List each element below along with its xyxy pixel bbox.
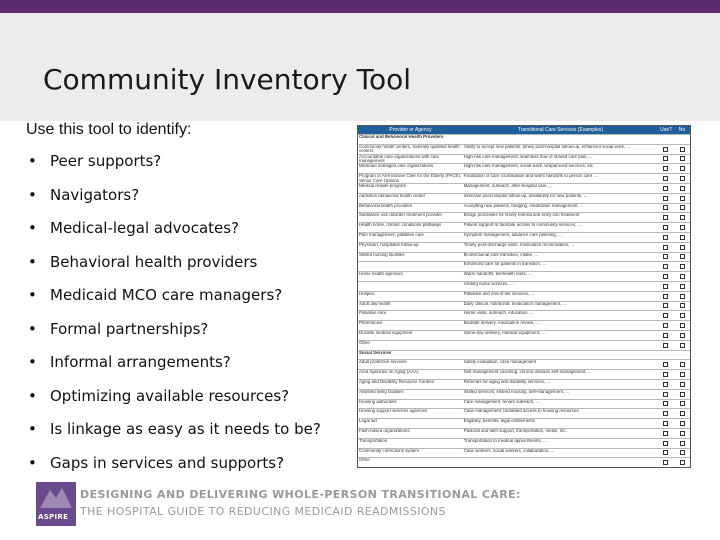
inventory-table xyxy=(357,125,691,468)
bullet-item xyxy=(28,353,348,387)
provider-cell xyxy=(358,282,463,291)
table-row xyxy=(358,281,690,291)
no-checkbox[interactable] xyxy=(680,264,685,269)
no-checkbox-cell xyxy=(673,458,690,467)
provider-cell: Pain management, palliative care xyxy=(359,232,424,237)
provider-cell: Housing support services agencies xyxy=(359,409,428,414)
bullet-text: Informal arrangements? xyxy=(50,353,231,371)
provider-cell: Faith-based organizations xyxy=(359,428,410,433)
no-checkbox-cell xyxy=(673,164,690,173)
no-checkbox-cell xyxy=(673,233,690,242)
use-checkbox[interactable] xyxy=(663,294,668,299)
top-accent-bar xyxy=(0,0,720,13)
services-cell: Safety evaluation, case management xyxy=(463,360,536,365)
services-cell: Eligibility, benefits, legal entitlements xyxy=(463,419,535,424)
table-row xyxy=(358,399,690,409)
use-checkbox-cell xyxy=(656,272,673,281)
bullet-text: Optimizing available resources? xyxy=(50,386,290,405)
use-checkbox[interactable] xyxy=(663,333,668,338)
use-checkbox-cell xyxy=(656,351,673,360)
bullet-item xyxy=(28,253,348,287)
table-row xyxy=(358,330,690,340)
no-checkbox[interactable] xyxy=(680,245,685,250)
services-cell: Accepting new patients, bridging, medication management, ... xyxy=(463,203,584,208)
services-cell: Referrals for aging and disability services, ... xyxy=(463,379,550,384)
no-checkbox[interactable] xyxy=(680,186,685,191)
services-cell: Enhanced care for patients in transition, ... xyxy=(463,262,546,267)
no-checkbox[interactable] xyxy=(680,460,685,465)
provider-cell: Medical respite program xyxy=(359,183,407,188)
bullet-dot: • xyxy=(28,152,37,170)
use-checkbox-cell xyxy=(656,145,673,154)
no-checkbox[interactable] xyxy=(680,401,685,406)
bullet-item xyxy=(28,320,348,354)
bullet-dot: • xyxy=(28,252,37,271)
use-checkbox[interactable] xyxy=(663,235,668,240)
use-checkbox[interactable] xyxy=(663,382,668,387)
bullet-text: Medicaid MCO care managers? xyxy=(50,286,283,304)
services-cell: Transportation to medical appointments, ... xyxy=(463,438,547,443)
table-row xyxy=(358,252,690,262)
bullet-text: Peer supports? xyxy=(50,152,162,170)
no-checkbox[interactable] xyxy=(680,450,685,455)
bullet-text: Behavioral health providers xyxy=(50,252,258,271)
use-checkbox-cell xyxy=(656,311,673,320)
no-checkbox[interactable] xyxy=(680,294,685,299)
use-checkbox-cell xyxy=(656,341,673,350)
use-checkbox-cell xyxy=(656,164,673,173)
no-checkbox-cell xyxy=(673,409,690,418)
slide-title: Community Inventory Tool xyxy=(43,63,411,96)
no-checkbox[interactable] xyxy=(680,284,685,289)
table-row xyxy=(358,408,690,418)
provider-cell: Housing authorities xyxy=(359,399,397,404)
use-checkbox-cell xyxy=(656,439,673,448)
no-checkbox[interactable] xyxy=(680,166,685,171)
no-checkbox-cell xyxy=(673,341,690,350)
services-cell xyxy=(463,341,657,350)
use-checkbox-cell xyxy=(656,223,673,232)
services-cell: Warm handoffs, telehealth visits, ... xyxy=(463,272,532,277)
use-checkbox[interactable] xyxy=(663,441,668,446)
bullet-item xyxy=(28,152,348,186)
use-checkbox[interactable] xyxy=(663,186,668,191)
use-checkbox-cell xyxy=(656,390,673,399)
title-band xyxy=(0,13,720,121)
bullet-text: Gaps in services and supports? xyxy=(50,453,285,472)
services-cell: Bedside delivery, medication review, ... xyxy=(463,321,540,326)
provider-cell: Program of All-Inclusive Care for the Elderly (PACE), Senior Care Options xyxy=(359,174,462,183)
table-row xyxy=(358,418,690,428)
no-checkbox-cell xyxy=(673,184,690,193)
bullet-item xyxy=(28,286,348,320)
footer xyxy=(36,482,521,526)
no-checkbox-cell xyxy=(673,272,690,281)
no-checkbox-cell xyxy=(673,145,690,154)
bullet-dot: • xyxy=(28,219,37,237)
no-checkbox-cell xyxy=(673,223,690,232)
no-checkbox-cell xyxy=(673,204,690,213)
bullet-dot: • xyxy=(28,319,37,338)
provider-cell: Substance use disorder treatment provider xyxy=(359,213,442,218)
column-header-no: No xyxy=(678,127,686,133)
no-checkbox[interactable] xyxy=(680,343,685,348)
provider-cell: Other xyxy=(359,458,370,463)
provider-cell: Skilled nursing facilities xyxy=(359,252,405,257)
provider-cell: Transportation xyxy=(359,438,388,443)
services-cell: Management, outreach, after-hospital care, ... xyxy=(463,183,553,188)
use-checkbox[interactable] xyxy=(663,372,668,377)
bullet-dot: • xyxy=(28,386,37,405)
use-checkbox-cell xyxy=(656,409,673,418)
services-cell: Case workers, social workers, collaboration, ... xyxy=(463,448,555,453)
no-checkbox[interactable] xyxy=(680,254,685,259)
provider-cell: Addiction behavioral health center xyxy=(359,193,426,198)
table-header xyxy=(358,126,690,134)
no-checkbox-cell xyxy=(673,380,690,389)
services-cell: Patient support to facilitate access to community services, ... xyxy=(463,223,582,228)
use-checkbox[interactable] xyxy=(663,313,668,318)
services-cell: High-risk care management, seamless flow of shared care plan, ... xyxy=(463,154,593,159)
use-checkbox[interactable] xyxy=(663,343,668,348)
no-checkbox[interactable] xyxy=(680,323,685,328)
services-cell: Bridge processes for timely referral and entry into treatment xyxy=(463,213,580,218)
no-checkbox[interactable] xyxy=(680,362,685,367)
provider-cell: Adult protective services xyxy=(359,360,407,365)
provider-cell: Aging and Disability Resource Centers xyxy=(359,379,435,384)
use-checkbox[interactable] xyxy=(663,264,668,269)
footer-line-2: THE HOSPITAL GUIDE TO REDUCING MEDICAID READMISSIONS xyxy=(80,505,446,518)
provider-cell: Clinical and Behavioral Health Providers xyxy=(359,135,444,139)
provider-cell: Health home, chronic conditions pathways xyxy=(359,223,442,228)
no-checkbox[interactable] xyxy=(680,303,685,308)
provider-cell: Social Services xyxy=(359,350,392,355)
use-checkbox-cell xyxy=(656,204,673,213)
column-header-use: Use? xyxy=(660,127,672,133)
table-section-row xyxy=(358,350,690,360)
use-checkbox[interactable] xyxy=(663,323,668,328)
no-checkbox-cell xyxy=(673,135,690,144)
services-cell: Self-management coaching, chronic disease self-management, ... xyxy=(463,370,592,375)
use-checkbox[interactable] xyxy=(663,303,668,308)
use-checkbox-cell xyxy=(656,360,673,369)
no-checkbox[interactable] xyxy=(680,156,685,161)
table-row xyxy=(358,154,690,164)
use-checkbox-cell xyxy=(656,458,673,467)
provider-cell: Medicaid managed care organizations xyxy=(359,164,434,169)
use-checkbox[interactable] xyxy=(663,196,668,201)
use-checkbox-cell xyxy=(656,243,673,252)
table-row xyxy=(358,320,690,330)
use-checkbox-cell xyxy=(656,262,673,271)
table-row xyxy=(358,203,690,213)
table-row xyxy=(358,428,690,438)
no-checkbox-cell xyxy=(673,253,690,262)
bullet-text: Navigators? xyxy=(50,185,140,204)
use-checkbox[interactable] xyxy=(663,215,668,220)
bullet-dot: • xyxy=(28,286,37,304)
provider-cell: Community corrections system xyxy=(359,448,420,453)
provider-cell: Accountable care organizations with care management xyxy=(359,154,440,163)
no-checkbox[interactable] xyxy=(680,205,685,210)
use-checkbox[interactable] xyxy=(663,450,668,455)
bullet-dot: • xyxy=(28,353,37,371)
no-checkbox-cell xyxy=(673,243,690,252)
no-checkbox-cell xyxy=(673,155,690,164)
table-row xyxy=(358,457,690,467)
use-checkbox[interactable] xyxy=(663,284,668,289)
table-row xyxy=(358,222,690,232)
use-checkbox[interactable] xyxy=(663,431,668,436)
no-checkbox-cell xyxy=(673,174,690,183)
use-checkbox-cell xyxy=(656,292,673,301)
table-row xyxy=(358,310,690,320)
services-cell: Same-day delivery, medical equipment, ... xyxy=(463,330,546,335)
no-checkbox-cell xyxy=(673,302,690,311)
no-checkbox[interactable] xyxy=(680,392,685,397)
bullet-list xyxy=(28,152,348,487)
services-cell: High-risk care management, social work, wraparound services, etc. xyxy=(463,164,595,169)
no-checkbox[interactable] xyxy=(680,225,685,230)
table-row xyxy=(358,369,690,379)
no-checkbox-cell xyxy=(673,292,690,301)
no-checkbox[interactable] xyxy=(680,372,685,377)
provider-cell: Palliative care xyxy=(359,311,387,316)
table-row xyxy=(358,232,690,242)
services-cell: Ability to accept new patients, timely post-hospital follow-up, enhanced social work, ... xyxy=(463,144,630,149)
table-row xyxy=(358,291,690,301)
no-checkbox[interactable] xyxy=(680,421,685,426)
provider-cell: Durable medical equipment xyxy=(359,330,413,335)
bullet-text: Formal partnerships? xyxy=(50,319,209,338)
table-row xyxy=(358,340,690,350)
provider-cell: Area Agencies on Aging (AAA) xyxy=(359,370,419,375)
use-checkbox-cell xyxy=(656,321,673,330)
table-row xyxy=(358,242,690,252)
use-checkbox[interactable] xyxy=(663,166,668,171)
table-row xyxy=(358,301,690,311)
use-checkbox[interactable] xyxy=(663,421,668,426)
use-checkbox-cell xyxy=(656,302,673,311)
provider-cell: Legal aid xyxy=(359,419,377,424)
no-checkbox[interactable] xyxy=(680,196,685,201)
use-checkbox-cell xyxy=(656,282,673,291)
provider-cell: Community health centers, federally qualified health centers xyxy=(359,144,460,154)
table-row xyxy=(358,271,690,281)
use-checkbox[interactable] xyxy=(663,362,668,367)
table-row xyxy=(358,212,690,222)
no-checkbox[interactable] xyxy=(680,235,685,240)
services-cell xyxy=(463,135,657,144)
no-checkbox-cell xyxy=(673,331,690,340)
no-checkbox[interactable] xyxy=(680,147,685,152)
bullet-dot: • xyxy=(28,453,37,472)
no-checkbox-cell xyxy=(673,262,690,271)
no-checkbox[interactable] xyxy=(680,313,685,318)
use-checkbox-cell xyxy=(656,400,673,409)
use-checkbox-cell xyxy=(656,135,673,144)
no-checkbox-cell xyxy=(673,439,690,448)
use-checkbox[interactable] xyxy=(663,411,668,416)
use-checkbox[interactable] xyxy=(663,245,668,250)
no-checkbox-cell xyxy=(673,400,690,409)
provider-cell xyxy=(358,262,463,271)
bullet-item xyxy=(28,186,348,220)
table-row xyxy=(358,144,690,154)
column-header-provider: Provider or Agency xyxy=(389,127,432,133)
use-checkbox-cell xyxy=(656,253,673,262)
use-checkbox[interactable] xyxy=(663,205,668,210)
column-header-services: Transitional Care Services (Examples) xyxy=(517,127,604,133)
provider-cell: Pharmacies xyxy=(359,321,383,326)
services-cell: Palliative and end-of-life services, ... xyxy=(463,291,535,296)
use-checkbox[interactable] xyxy=(663,176,668,181)
table-row xyxy=(358,193,690,203)
services-cell: Daily clinical, nutritional, medication management, ... xyxy=(463,301,566,306)
use-checkbox-cell xyxy=(656,370,673,379)
use-checkbox-cell xyxy=(656,380,673,389)
bullet-text: Medical-legal advocates? xyxy=(50,219,240,237)
no-checkbox[interactable] xyxy=(680,431,685,436)
use-checkbox-cell xyxy=(656,331,673,340)
no-checkbox-cell xyxy=(673,429,690,438)
no-checkbox-cell xyxy=(673,311,690,320)
provider-cell: Assisted living facilities xyxy=(359,389,404,394)
bullet-item xyxy=(28,387,348,421)
no-checkbox[interactable] xyxy=(680,274,685,279)
use-checkbox-cell xyxy=(656,155,673,164)
table-row xyxy=(358,183,690,193)
bullet-dot: • xyxy=(28,420,37,438)
services-cell: Home visits, outreach, education, ... xyxy=(463,311,534,316)
services-cell: Facilitation of care coordination and warm handoffs to person care ... xyxy=(463,174,598,179)
bullet-dot: • xyxy=(28,185,37,204)
bullet-item xyxy=(28,420,348,454)
use-checkbox[interactable] xyxy=(663,401,668,406)
services-cell: Bi-directional care transition, intake, ... xyxy=(463,252,539,257)
use-checkbox[interactable] xyxy=(663,392,668,397)
provider-cell: Home health agencies xyxy=(359,272,403,277)
provider-cell: Physician, hospitalist follow-up xyxy=(359,242,419,247)
services-cell: Skilled services, shared housing, self-management, ... xyxy=(463,389,569,394)
footer-line-1: DESIGNING AND DELIVERING WHOLE-PERSON TRANSITIONAL CARE: xyxy=(80,488,521,501)
use-checkbox-cell xyxy=(656,429,673,438)
intro-text: Use this tool to identify: xyxy=(26,121,192,138)
no-checkbox[interactable] xyxy=(680,176,685,181)
table-row xyxy=(358,448,690,458)
no-checkbox[interactable] xyxy=(680,441,685,446)
provider-cell: Behavioral health providers xyxy=(359,203,413,208)
logo-label: ASPIRE xyxy=(38,513,69,521)
table-row xyxy=(358,359,690,369)
use-checkbox-cell xyxy=(656,174,673,183)
use-checkbox[interactable] xyxy=(663,225,668,230)
use-checkbox-cell xyxy=(656,184,673,193)
services-cell: Timely post-discharge visits, medication reconciliation, ... xyxy=(463,242,575,247)
provider-cell: Other xyxy=(359,340,370,345)
services-cell: Care management, tenant outreach, ... xyxy=(463,399,540,404)
no-checkbox-cell xyxy=(673,419,690,428)
table-row xyxy=(358,438,690,448)
use-checkbox-cell xyxy=(656,233,673,242)
table-row xyxy=(358,173,690,183)
no-checkbox-cell xyxy=(673,370,690,379)
no-checkbox-cell xyxy=(673,360,690,369)
services-cell: Intensive post-hospital follow-up, availability for new patients, ... xyxy=(463,193,588,198)
no-checkbox[interactable] xyxy=(680,333,685,338)
use-checkbox-cell xyxy=(656,419,673,428)
services-cell: Visiting nurse services, ... xyxy=(463,281,514,286)
table-row xyxy=(358,261,690,271)
no-checkbox-cell xyxy=(673,351,690,360)
table-body xyxy=(358,134,690,467)
no-checkbox-cell xyxy=(673,321,690,330)
bullet-item xyxy=(28,219,348,253)
provider-cell: Adult day health xyxy=(359,301,391,306)
services-cell: Pastoral and faith support, transportation, meals, etc. xyxy=(463,428,567,433)
provider-cell: Hospice xyxy=(359,291,375,296)
use-checkbox-cell xyxy=(656,213,673,222)
services-cell xyxy=(463,458,657,467)
no-checkbox-cell xyxy=(673,213,690,222)
use-checkbox-cell xyxy=(656,449,673,458)
use-checkbox[interactable] xyxy=(663,156,668,161)
table-row xyxy=(358,379,690,389)
services-cell xyxy=(463,351,657,360)
no-checkbox-cell xyxy=(673,194,690,203)
services-cell: Symptom management, advance care planning, ... xyxy=(463,232,562,237)
no-checkbox[interactable] xyxy=(680,411,685,416)
use-checkbox[interactable] xyxy=(663,254,668,259)
bullet-text: Is linkage as easy as it needs to be? xyxy=(50,420,321,438)
table-row xyxy=(358,389,690,399)
no-checkbox-cell xyxy=(673,282,690,291)
table-section-row xyxy=(358,134,690,144)
no-checkbox-cell xyxy=(673,449,690,458)
no-checkbox-cell xyxy=(673,390,690,399)
use-checkbox[interactable] xyxy=(663,274,668,279)
use-checkbox-cell xyxy=(656,194,673,203)
use-checkbox[interactable] xyxy=(663,460,668,465)
no-checkbox[interactable] xyxy=(680,215,685,220)
use-checkbox[interactable] xyxy=(663,147,668,152)
table-row xyxy=(358,163,690,173)
no-checkbox[interactable] xyxy=(680,382,685,387)
services-cell: Case management, facilitated access to housing resources xyxy=(463,409,579,414)
